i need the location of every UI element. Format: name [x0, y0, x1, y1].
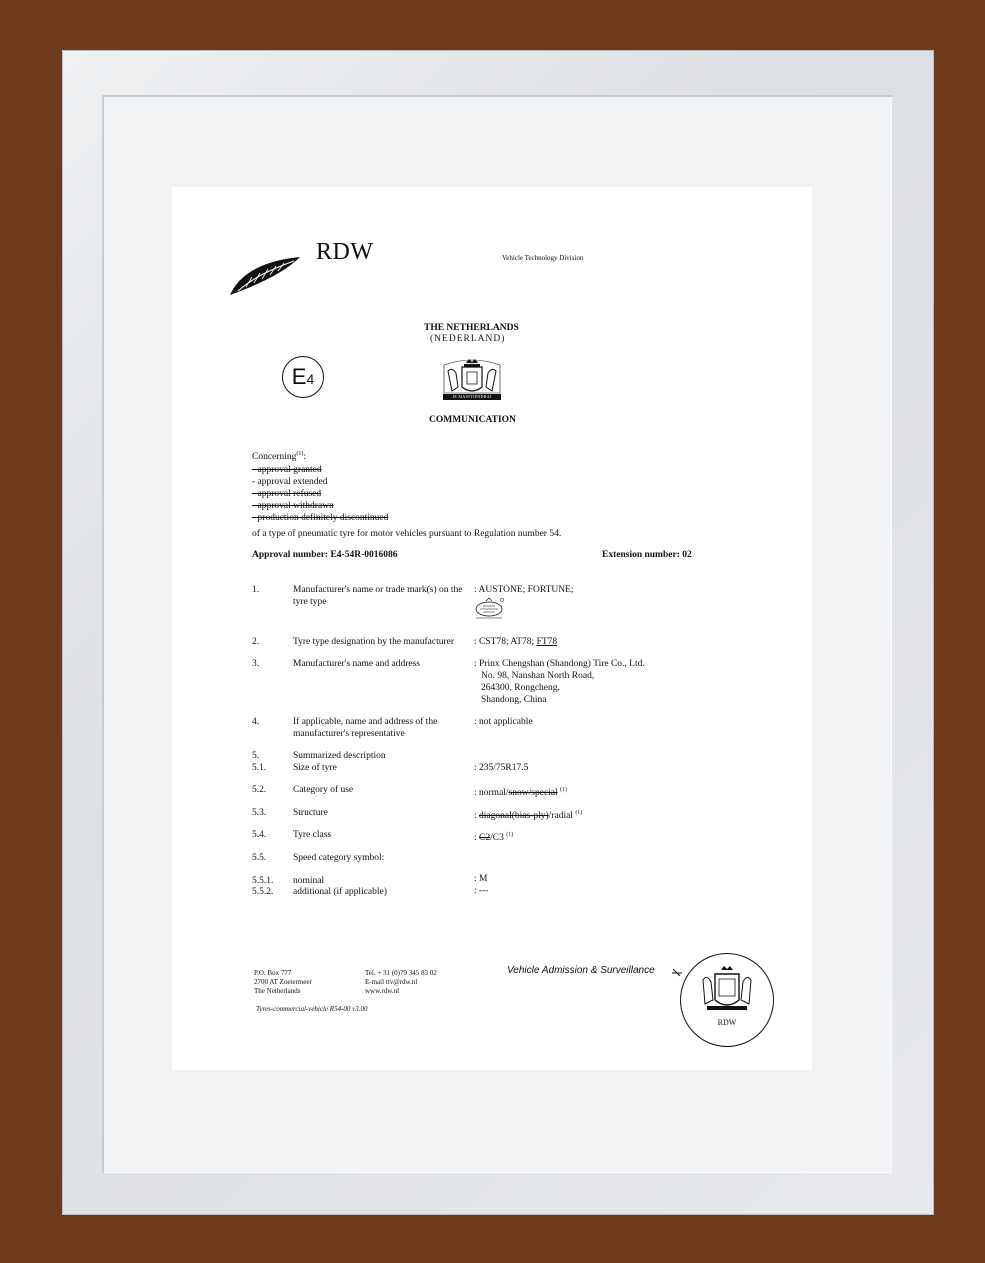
speed-additional-value: ---	[479, 886, 489, 896]
footer-contact	[365, 969, 437, 996]
address-line-2: No. 98, Nanshan North Road,	[481, 671, 595, 681]
item-1-label: Manufacturer's name or trade mark(s) on the tyre type	[293, 585, 463, 607]
class-footnote: (1)	[506, 832, 514, 838]
item-5-5-2-label: additional (if applicable)	[293, 887, 387, 897]
item-5-4-number: 5.4.	[252, 830, 267, 840]
rdw-logo-text: RDW	[316, 239, 374, 265]
option-approval-extended: - approval extended	[252, 477, 328, 487]
item-2-value-underlined: FT78	[536, 637, 558, 647]
concerning-options-list	[252, 464, 388, 524]
footer-address-line-3: The Netherlands	[254, 987, 301, 995]
item-5-3-label: Structure	[293, 808, 328, 818]
item-3-value: : Prinx Chengshan (Shandong) Tire Co., Ltd. No. 98, Nanshan North Road, 264300, Rongcheng, Shandong, China	[474, 659, 645, 705]
structure-radial: /radial	[548, 811, 573, 822]
item-5-5-2-value: : ---	[474, 886, 489, 896]
approval-mark-number: 4	[306, 371, 315, 387]
item-5-1-label: Size of tyre	[293, 763, 337, 773]
item-5-5-number: 5.5.	[252, 853, 267, 863]
footer-address-line-1: P.O. Box 777	[254, 969, 292, 977]
item-1-value: : AUSTONE; FORTUNE;	[474, 585, 574, 595]
item-4-label: If applicable, name and address of the manufacturer's representative	[293, 717, 438, 739]
address-line-1: Prinx Chengshan (Shandong) Tire Co., Ltd.	[479, 659, 645, 669]
concerning-colon: :	[303, 452, 306, 463]
item-5-number: 5.	[252, 751, 260, 761]
division-label: Vehicle Technology Division	[502, 254, 584, 262]
class-c3: /C3	[490, 833, 504, 844]
option-production-discontinued: - production definitely discontinued	[252, 513, 389, 523]
tyre-size-value: 235/75R17.5	[479, 763, 529, 773]
option-approval-granted: - approval granted	[252, 465, 322, 475]
item-1-number: 1.	[252, 585, 260, 595]
category-normal: normal/	[479, 788, 509, 799]
item-3-number: 3.	[252, 659, 260, 669]
item-2-value: : CST78; AT78; FT78	[474, 637, 558, 647]
speed-nominal-value: M	[479, 874, 488, 884]
rdw-stamp	[680, 953, 774, 1047]
class-struck: C2	[479, 833, 491, 844]
concerning-footnote: (1)	[296, 451, 304, 457]
rdw-feather-logo-icon	[228, 247, 304, 297]
fortune-trademark-icon	[472, 597, 506, 619]
item-5-2-number: 5.2.	[252, 785, 267, 795]
communication-title: COMMUNICATION	[429, 415, 516, 425]
address-line-3: 264300, Rongcheng,	[481, 683, 560, 693]
address-line-4: Shandong, China	[481, 695, 547, 705]
item-1-value-text: AUSTONE; FORTUNE;	[478, 585, 574, 595]
item-4-value: : not applicable	[474, 717, 533, 727]
item-5-5-1-number: 5.5.1.	[252, 876, 274, 886]
item-5-5-2-number: 5.5.2.	[252, 887, 274, 897]
item-3-label: Manufacturer's name and address	[293, 659, 421, 669]
item-5-1-value: : 235/75R17.5	[474, 763, 529, 773]
item-5-4-value: : C2/C3 $^{(1)}$	[474, 832, 514, 844]
category-struck: snow/special	[508, 788, 558, 799]
footer-tagline: Vehicle Admission & Surveillance	[507, 965, 655, 976]
approval-number: Approval number: E4-54R-0016086	[252, 550, 398, 560]
country-title: THE NETHERLANDS	[424, 323, 519, 333]
item-5-5-1-value: : M	[474, 874, 488, 884]
structure-footnote: (1)	[575, 810, 583, 816]
category-footnote: (1)	[560, 787, 568, 793]
item-5-1-number: 5.1.	[252, 763, 267, 773]
stamp-crest-icon	[681, 954, 773, 1046]
item-5-3-number: 5.3.	[252, 808, 267, 818]
stamp-sparkle-icon	[670, 966, 684, 980]
item-5-label: Summarized description	[293, 751, 386, 761]
item-2-label: Tyre type designation by the manufacturer	[293, 637, 455, 647]
concerning-text: Concerning	[252, 452, 297, 463]
regulation-statement: of a type of pneumatic tyre for motor vehicles pursuant to Regulation number 54.	[252, 529, 562, 539]
certificate-document	[172, 187, 812, 1070]
option-approval-withdrawn: - approval withdrawn	[252, 501, 334, 511]
approval-mark-letter: E	[291, 364, 307, 389]
item-4-number: 4.	[252, 717, 260, 727]
item-2-value-text: CST78; AT78;	[479, 637, 537, 647]
footer-website: www.rdw.nl	[365, 987, 400, 995]
item-2-number: 2.	[252, 637, 260, 647]
form-identifier: Tyres-commercial-vehicle R54-00 v3.00	[256, 1005, 368, 1013]
item-5-5-1-label: nominal	[293, 876, 325, 886]
crest-motto-banner: JE MAINTIENDRAI	[443, 394, 501, 400]
stamp-text: RDW	[717, 1018, 737, 1027]
concerning-label	[252, 448, 306, 463]
extension-number: Extension number: 02	[602, 550, 692, 560]
structure-struck: diagonal(bias-ply)	[479, 811, 549, 822]
item-5-5-label: Speed category symbol:	[293, 853, 385, 863]
footer-address-line-2: 2700 AT Zoetermeer	[254, 978, 312, 986]
item-4-value-text: not applicable	[479, 717, 533, 727]
item-5-2-label: Category of use	[293, 785, 354, 795]
item-5-4-label: Tyre class	[293, 830, 332, 840]
item-5-2-value: : normal/snow/special $^{(1)}$	[474, 787, 568, 799]
item-5-3-value: : diagonal(bias-ply)/radial $^{(1)}$	[474, 810, 583, 822]
footer-tel: Tel. + 31 (0)79 345 83 02	[365, 969, 437, 977]
footer-email: E-mail ttv@rdw.nl	[365, 978, 418, 986]
e4-approval-mark	[282, 356, 324, 398]
footer-address	[254, 969, 312, 996]
country-native: (NEDERLAND)	[430, 334, 506, 344]
option-approval-refused: - approval refused	[252, 489, 322, 499]
